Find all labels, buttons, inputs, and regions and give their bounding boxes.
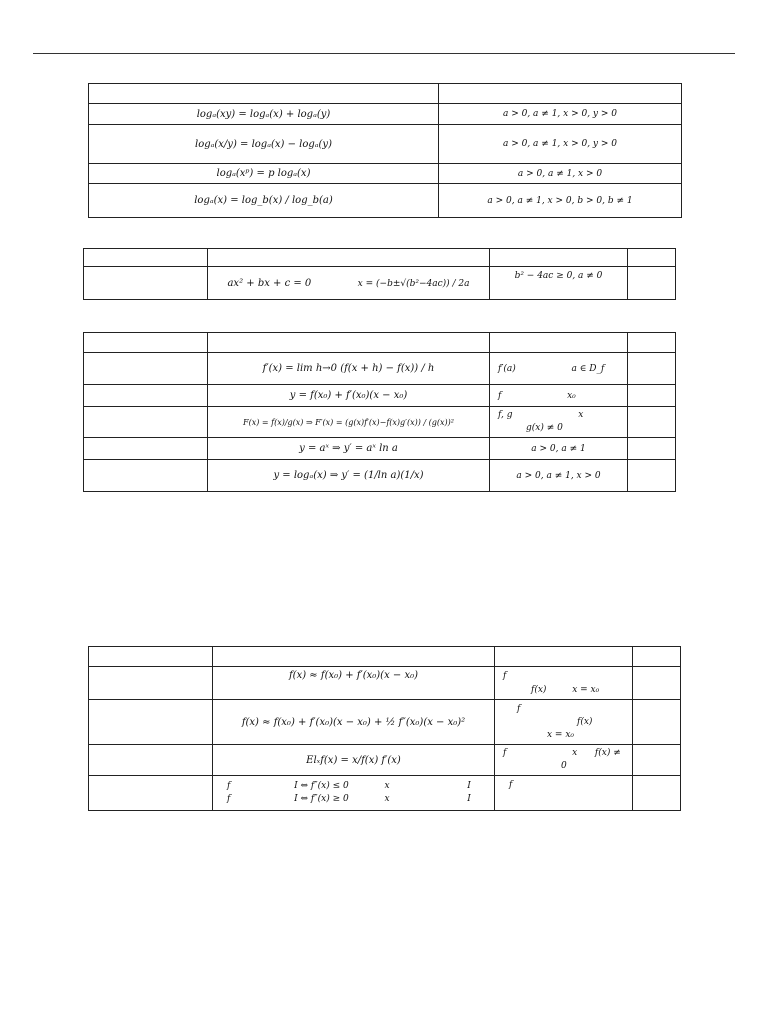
formula-cell: logₐ(xy) = logₐ(x) + logₐ(y) xyxy=(89,104,439,125)
table-header-row xyxy=(89,84,682,104)
approximation-table xyxy=(88,646,681,811)
formula-cell: f′(x) = lim h→0 (f(x + h) − f(x)) / h xyxy=(208,353,490,385)
condition-text: f(x) xyxy=(531,684,547,695)
condition-cell: a > 0, a ≠ 1, x > 0 xyxy=(490,460,628,492)
label-cell xyxy=(89,667,213,700)
formula-text: f xyxy=(227,794,231,804)
condition-text: x = x₀ xyxy=(572,684,600,695)
note-cell xyxy=(628,407,676,438)
condition-line: f(x) xyxy=(577,716,593,727)
table-header-row xyxy=(89,647,681,667)
header-cell xyxy=(89,647,213,667)
condition-cell: a > 0, a ≠ 1, x > 0, y > 0 xyxy=(439,125,682,164)
header-cell xyxy=(490,333,628,353)
quadratic-solution: x = (−b±√(b²−4ac)) / 2a xyxy=(357,278,470,289)
condition-text: g(x) ≠ 0 xyxy=(526,423,563,433)
table-row xyxy=(89,184,682,218)
note-cell xyxy=(633,667,681,700)
formula-text: x xyxy=(384,794,390,804)
table-row xyxy=(89,104,682,125)
condition-text: f, g xyxy=(498,410,513,420)
table-row xyxy=(84,267,676,300)
condition-line xyxy=(503,683,632,697)
formula-text: I ⇔ f″(x) ≥ 0 xyxy=(294,794,349,804)
quadratic-equation: ax² + bx + c = 0 xyxy=(227,277,312,289)
table-row xyxy=(84,385,676,407)
table-row xyxy=(89,164,682,184)
note-cell xyxy=(633,776,681,811)
note-cell xyxy=(628,460,676,492)
table-row xyxy=(89,667,681,700)
formula-text: I xyxy=(467,781,471,791)
condition-cell: b² − 4ac ≥ 0, a ≠ 0 xyxy=(490,267,628,300)
header-cell xyxy=(628,249,676,267)
formula-cell: y = logₐ(x) ⇒ y′ = (1/ln a)(1/x) xyxy=(208,460,490,492)
quadratic-table xyxy=(83,248,676,300)
table-row xyxy=(89,776,681,811)
condition-text: f xyxy=(503,748,507,758)
table-row xyxy=(89,700,681,745)
condition-text: f xyxy=(498,390,502,401)
condition-line xyxy=(498,409,627,422)
condition-cell: a > 0, a ≠ 1 xyxy=(490,438,628,460)
note-cell xyxy=(628,353,676,385)
label-cell xyxy=(84,267,208,300)
condition-cell xyxy=(490,353,628,385)
label-cell xyxy=(84,407,208,438)
condition-line: f xyxy=(503,670,507,681)
label-cell xyxy=(89,745,213,776)
log-rules-table xyxy=(88,83,682,218)
condition-cell xyxy=(495,700,633,745)
formula-cell xyxy=(208,267,490,300)
table-header-row xyxy=(84,249,676,267)
condition-line: x = x₀ xyxy=(547,729,575,740)
label-cell xyxy=(84,438,208,460)
formula-cell: logₐ(x/y) = logₐ(x) − logₐ(y) xyxy=(89,125,439,164)
condition-cell xyxy=(490,385,628,407)
note-cell xyxy=(628,438,676,460)
derivative-table xyxy=(83,332,676,492)
formula-text: I xyxy=(467,794,471,804)
header-cell xyxy=(208,333,490,353)
condition-line xyxy=(503,747,632,760)
condition-text: a ∈ D_f xyxy=(571,363,605,374)
header-cell xyxy=(213,647,495,667)
condition-cell xyxy=(495,745,633,776)
header-cell xyxy=(628,333,676,353)
condition-cell xyxy=(495,667,633,700)
header-cell xyxy=(84,249,208,267)
note-cell xyxy=(633,745,681,776)
table-row xyxy=(89,745,681,776)
header-cell xyxy=(495,647,633,667)
formula-cell xyxy=(213,776,495,811)
formula-text: I ⇔ f″(x) ≤ 0 xyxy=(294,781,349,791)
condition-line: f xyxy=(517,703,521,714)
formula-cell: logₐ(xᵖ) = p logₐ(x) xyxy=(89,164,439,184)
table-row xyxy=(84,353,676,385)
label-cell xyxy=(89,700,213,745)
formula-cell: y = f(x₀) + f′(x₀)(x − x₀) xyxy=(208,385,490,407)
condition-text: x xyxy=(578,410,584,420)
table-row xyxy=(89,125,682,164)
condition-cell: a > 0, a ≠ 1, x > 0 xyxy=(439,164,682,184)
note-cell xyxy=(628,385,676,407)
note-cell xyxy=(633,700,681,745)
condition-cell xyxy=(490,407,628,438)
condition-text: f(x) ≠ xyxy=(594,748,621,758)
condition-cell: a > 0, a ≠ 1, x > 0, y > 0 xyxy=(439,104,682,125)
header-cell xyxy=(208,249,490,267)
header-cell xyxy=(633,647,681,667)
condition-cell: a > 0, a ≠ 1, x > 0, b > 0, b ≠ 1 xyxy=(439,184,682,218)
condition-line: 0 xyxy=(561,761,567,771)
table-row xyxy=(84,407,676,438)
formula-cell: F(x) = f(x)/g(x) ⇒ F′(x) = (g(x)f′(x)−f(x)g′(x)) / (g(x))² xyxy=(208,407,490,438)
header-cell xyxy=(84,333,208,353)
condition-cell xyxy=(495,776,633,811)
condition-text: f′(a) xyxy=(498,363,516,374)
header-rule xyxy=(33,53,735,54)
formula-cell: f(x) ≈ f(x₀) + f′(x₀)(x − x₀) + ½ f″(x₀)(x − x₀)² xyxy=(213,700,495,745)
formula-cell: Elₓf(x) = x/f(x) f′(x) xyxy=(213,745,495,776)
formula-cell: f(x) ≈ f(x₀) + f′(x₀)(x − x₀) xyxy=(213,667,495,700)
label-cell xyxy=(89,776,213,811)
concave-line xyxy=(227,793,494,806)
header-cell xyxy=(439,84,682,104)
header-cell xyxy=(490,249,628,267)
table-row xyxy=(84,460,676,492)
label-cell xyxy=(84,385,208,407)
condition-text: f xyxy=(509,780,513,790)
convex-line xyxy=(227,780,494,793)
label-cell xyxy=(84,460,208,492)
formula-cell: logₐ(x) = log_b(x) / log_b(a) xyxy=(89,184,439,218)
formula-cell: y = aˣ ⇒ y′ = aˣ ln a xyxy=(208,438,490,460)
condition-text: x₀ xyxy=(567,390,576,401)
formula-text: f xyxy=(227,781,231,791)
label-cell xyxy=(84,353,208,385)
note-cell xyxy=(628,267,676,300)
formula-text: x xyxy=(384,781,390,791)
condition-line xyxy=(498,422,627,435)
condition-text: x xyxy=(572,748,578,758)
header-cell xyxy=(89,84,439,104)
table-header-row xyxy=(84,333,676,353)
table-row xyxy=(84,438,676,460)
